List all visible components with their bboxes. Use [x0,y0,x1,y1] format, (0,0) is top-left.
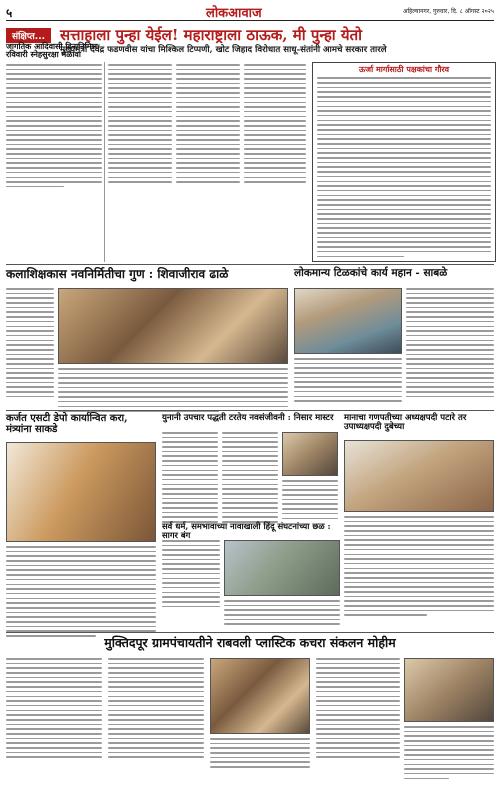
story6-body [344,516,494,616]
page-header [6,3,494,21]
highlight-box-title: ऊर्जा मार्गासाठी पक्षकांचा गौरव [358,64,450,74]
story2-body [58,368,288,412]
main-headline: सत्ताहाला पुन्हा येईल! महाराष्ट्राला ठाऊक, मी पुन्हा येतो [60,26,363,44]
main-subheadline: मुख्यमंत्री देवेंद्र फडणवीस यांचा मिश्किल टिप्पणी, खोट जिहाद विरोधात साधू-संतांनी आमचे सरकार तारले [60,45,387,55]
masthead-logo: लोकआवाज [206,6,262,21]
story5-col-1 [162,432,218,523]
section-divider [6,264,494,265]
column-divider [104,62,105,262]
dateline: अहिल्यानगर, गुरुवार, दि. ८ ऑगस्ट २०२५ [402,8,494,15]
highlight-box [312,62,496,262]
page-number: ५ [6,6,13,20]
story7-photo [224,540,340,596]
section-divider-3 [6,632,494,633]
story5-col-3 [282,480,338,519]
main-story-col-2 [176,64,240,183]
highlight-box-body [317,77,491,257]
story4-body [6,546,156,637]
story3-col-2 [294,358,402,402]
story8-col-2 [108,658,204,758]
story8-caption [210,738,310,768]
story8-col-4 [404,726,494,779]
story6-photo [344,440,494,512]
sidebar-body [6,64,102,187]
sidebar-headline: जागतिक आदिवासी दिनानिमित्त रविवारी स्नेहसुरक्षा मेळावा [6,41,98,60]
story7-col-1 [162,540,220,607]
story8-col-3 [316,658,400,758]
section-divider-2 [6,410,494,411]
story3-col-1 [406,288,494,397]
story7-headline: सर्व धर्म, समभावाच्या नावाखाली हिंदू संघटनांच्या छळ : सागर बंग [162,521,331,540]
story4-headline: कर्जत एसटी डेपो कार्यान्वित करा, मंत्र्यांना साकडे [6,413,128,435]
main-story-col-1 [108,64,172,183]
main-story-col-3 [244,64,306,183]
story8-photo-1 [210,658,310,734]
sidebar-tag: संक्षिप्त... [6,28,51,43]
story3-headline: लोकमान्य टिळकांचे कार्य महान - साबळे [294,267,448,279]
story7-body [224,600,340,625]
story5-photo [282,432,338,476]
story2-photo [58,288,288,364]
story8-col-1 [6,658,102,758]
story5-headline: युनानी उपचार पद्धती टरतेय नवसंजीवनी : निसार मास्टर [162,413,334,423]
story3-photo [294,288,402,354]
story5-col-2 [222,432,278,523]
story4-photo [6,442,156,542]
story2-headline: कलाशिक्षकास नवनिर्मितीचा गुण : शिवाजीराव ढाळे [6,267,229,281]
story8-photo-2 [404,658,494,722]
story8-headline: मुक्तिदपूर ग्रामपंचायतीने राबवली प्लास्टिक कचरा संकलन मोहीम [104,635,396,650]
story2-col-1 [6,288,54,397]
story6-headline: मानाचा गणपतीच्या अध्यक्षपदी पटारे तर उपाध्यक्षपदी दुबेच्या [344,413,467,432]
sidebar-tag-wrap [6,24,58,42]
